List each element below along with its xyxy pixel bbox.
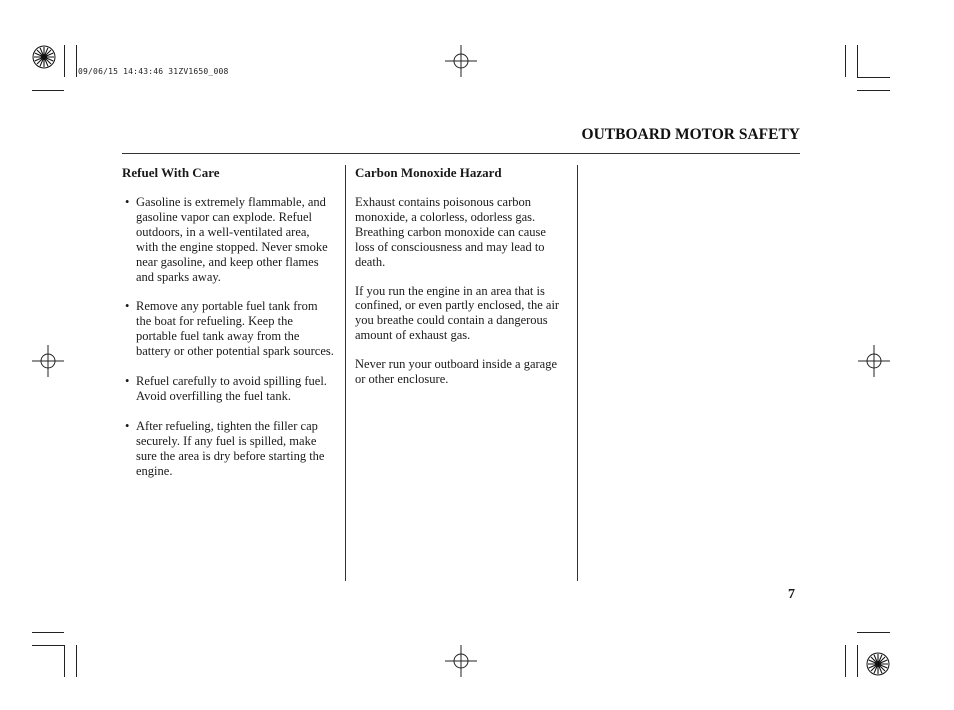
registration-target-icon xyxy=(445,45,477,77)
bullet-icon: • xyxy=(125,299,130,314)
bullet-icon: • xyxy=(125,195,130,209)
carbon-monoxide-section xyxy=(355,165,567,401)
crop-mark xyxy=(857,77,890,78)
crop-mark xyxy=(857,90,890,91)
bullet-icon: • xyxy=(125,418,130,433)
list-item-text: Remove any portable fuel tank from the boat for refueling. Keep the portable fuel tank away from the battery or other potential spark sources. xyxy=(136,299,334,359)
list-item xyxy=(122,195,334,284)
list-item xyxy=(122,299,334,359)
column-divider xyxy=(345,165,346,581)
sunburst-registration-icon xyxy=(866,652,890,676)
crop-mark xyxy=(32,645,64,646)
print-timestamp: 09/06/15 14:43:46 31ZV1650_008 xyxy=(78,67,229,76)
list-item xyxy=(122,419,334,479)
page-title: OUTBOARD MOTOR SAFETY xyxy=(581,126,800,143)
section-heading: Refuel With Care xyxy=(122,165,220,180)
paragraph: Never run your outboard inside a garage or other enclosure. xyxy=(355,357,558,387)
page-number: 7 xyxy=(788,587,795,602)
refuel-section xyxy=(122,165,334,494)
registration-target-icon xyxy=(32,345,64,377)
section-heading: Carbon Monoxide Hazard xyxy=(355,165,502,180)
registration-target-icon xyxy=(445,645,477,677)
registration-target-icon xyxy=(858,345,890,377)
refuel-bullet-list xyxy=(122,195,334,479)
list-item xyxy=(122,374,334,404)
title-divider xyxy=(122,153,800,154)
column-divider xyxy=(577,165,578,581)
crop-mark xyxy=(845,645,846,677)
crop-mark xyxy=(857,645,858,677)
crop-mark xyxy=(76,45,77,77)
crop-mark xyxy=(64,45,65,77)
list-item-text: Refuel carefully to avoid spilling fuel. Avoid overfilling the fuel tank. xyxy=(136,374,327,403)
bullet-icon: • xyxy=(125,374,130,389)
paragraph: Exhaust contains poisonous carbon monoxide, a colorless, odorless gas. Breathing carbon monoxide can cause loss of consciousness and may lead to death. xyxy=(355,195,546,269)
crop-mark xyxy=(32,632,64,633)
crop-mark xyxy=(32,90,64,91)
list-item-text: Gasoline is extremely flammable, and gasoline vapor can explode. Refuel outdoors, in a well-ventilated area, with the engine stopped. Never smoke near gasoline, and keep other flames and sparks away. xyxy=(136,195,328,284)
paragraph: If you run the engine in an area that is confined, or even partly enclosed, the air you breathe could contain a dangerous amount of exhaust gas. xyxy=(355,283,560,343)
crop-mark xyxy=(845,45,846,77)
sunburst-registration-icon xyxy=(32,45,56,69)
crop-mark xyxy=(857,632,890,633)
crop-mark xyxy=(857,45,858,77)
crop-mark xyxy=(76,645,77,677)
crop-mark xyxy=(64,645,65,677)
list-item-text: After refueling, tighten the filler cap securely. If any fuel is spilled, make sure the area is dry before starting the engine. xyxy=(136,418,325,478)
